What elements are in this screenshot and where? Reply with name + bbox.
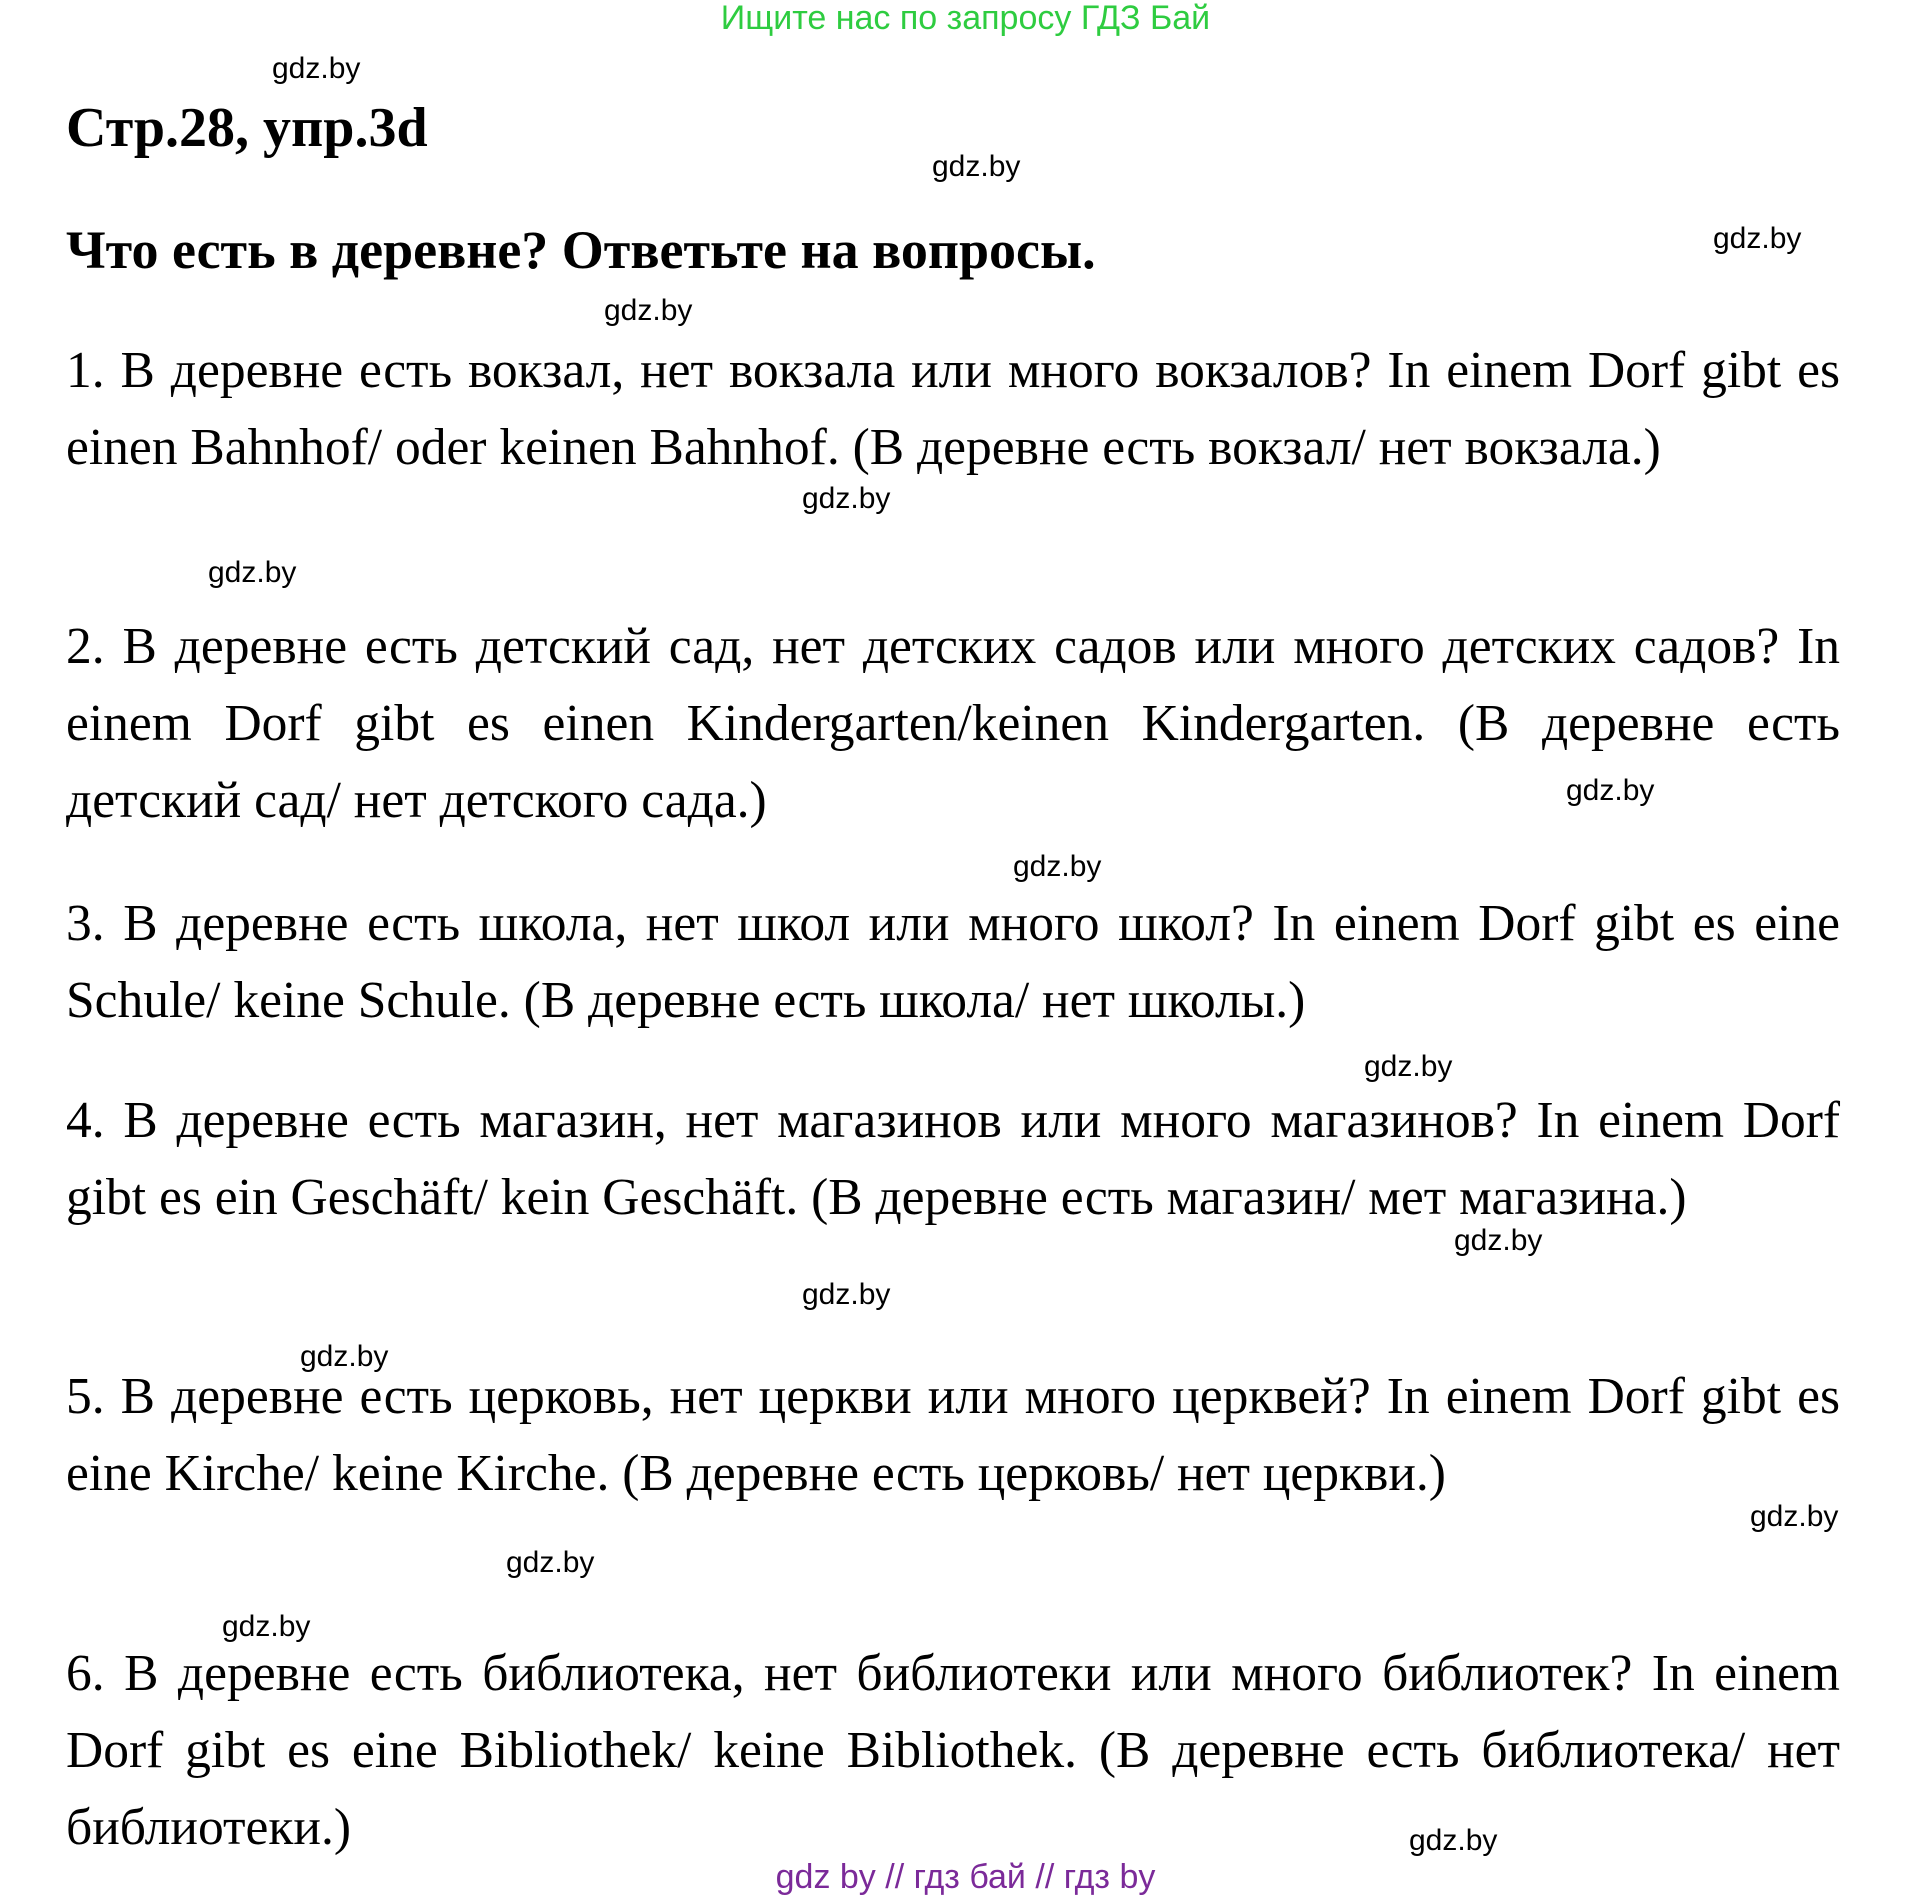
answer-5: 5. В деревне есть церковь, нет церкви или много церквей? In einem Dorf gibt es eine Kirche/ keine Kirche. (В деревне есть церковь/ нет церкви.) xyxy=(66,1368,1840,1502)
watermark: gdz.by xyxy=(1364,1050,1453,1083)
watermark: gdz.by xyxy=(1454,1224,1543,1257)
watermark: gdz.by xyxy=(1409,1824,1498,1857)
top-banner: Ищите нас по запросу ГДЗ Бай xyxy=(720,0,1211,37)
answer-6: 6. В деревне есть библиотека, нет библиотеки или много библиотек? In einem Dorf gibt es eine Bibliothek/ keine Bibliothek. (В деревне есть библиотека/ нет библиотеки.) xyxy=(66,1645,1840,1856)
watermark: gdz.by xyxy=(208,556,297,589)
answer-2: 2. В деревне есть детский сад, нет детских садов или много детских садов? In einem Dorf gibt es einen Kindergarten/keinen Kindergarten. (В деревне есть детский сад/ нет детского сада.) xyxy=(66,618,1840,829)
watermark: gdz.by xyxy=(1713,222,1802,255)
watermark: gdz.by xyxy=(506,1546,595,1579)
watermark: gdz.by xyxy=(802,1278,891,1311)
watermark: gdz.by xyxy=(1750,1500,1839,1533)
watermark: gdz.by xyxy=(300,1340,389,1373)
answer-1: 1. В деревне есть вокзал, нет вокзала или много вокзалов? In einem Dorf gibt es einen Bahnhof/ oder keinen Bahnhof. (В деревне есть вокзал/ нет вокзала.) xyxy=(66,342,1840,476)
footer-links: gdz by // гдз бай // гдз by xyxy=(775,1858,1156,1896)
exercise-instruction: Что есть в деревне? Ответьте на вопросы. xyxy=(66,220,1096,280)
watermark: gdz.by xyxy=(272,52,361,85)
watermark: gdz.by xyxy=(932,150,1021,183)
watermark: gdz.by xyxy=(222,1610,311,1643)
watermark: gdz.by xyxy=(1013,850,1102,883)
watermark: gdz.by xyxy=(604,294,693,327)
watermark: gdz.by xyxy=(1566,774,1655,807)
page-title: Стр.28, упр.3d xyxy=(66,97,428,159)
answer-3: 3. В деревне есть школа, нет школ или много школ? In einem Dorf gibt es eine Schule/ keine Schule. (В деревне есть школа/ нет школы.) xyxy=(66,895,1840,1029)
watermark: gdz.by xyxy=(802,482,891,515)
answer-4: 4. В деревне есть магазин, нет магазинов или много магазинов? In einem Dorf gibt es ein Geschäft/ kein Geschäft. (В деревне есть магазин/ мет магазина.) xyxy=(66,1092,1840,1226)
